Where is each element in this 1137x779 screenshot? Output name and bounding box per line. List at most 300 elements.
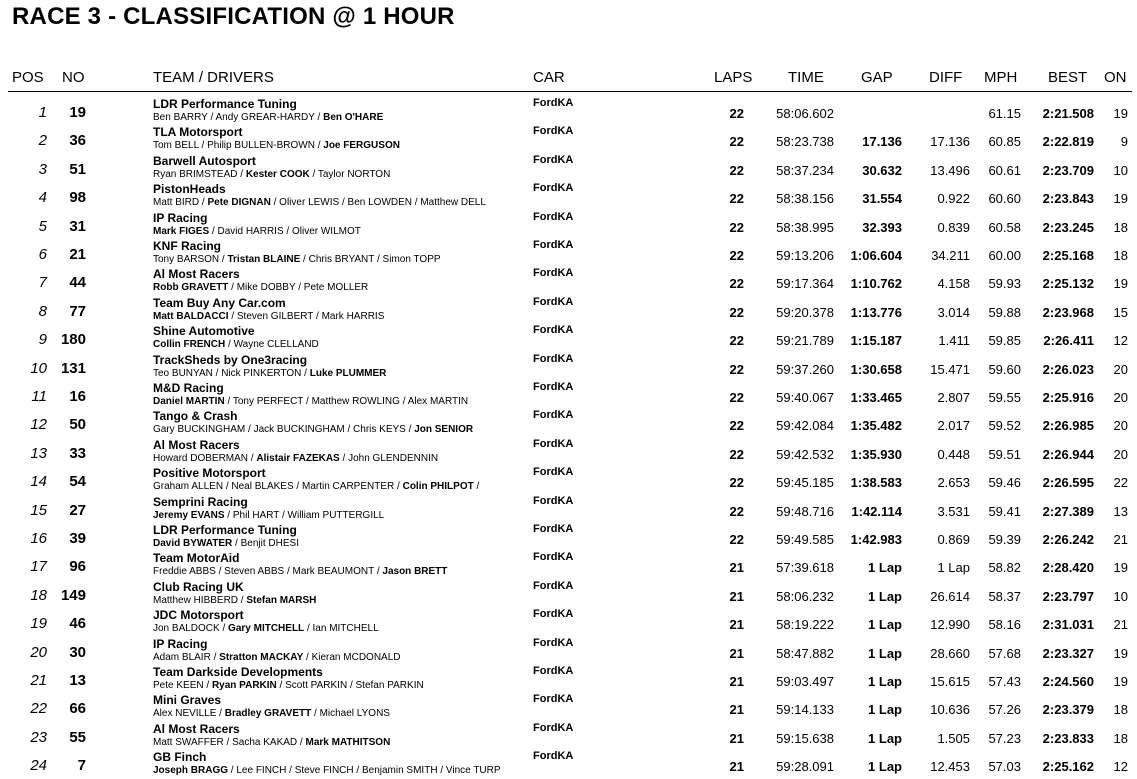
diff-cell: 1.411: [938, 333, 970, 349]
laps-cell: 22: [729, 191, 744, 207]
best-lap-cell: 2:23.245: [1042, 219, 1094, 235]
position-cell: 23: [30, 728, 47, 746]
table-row: [0, 438, 1137, 466]
time-cell: 59:45.185: [776, 475, 834, 491]
diff-cell: 34.211: [931, 248, 970, 263]
mph-cell: 59.52: [988, 418, 1021, 434]
driver-name: Wayne CLELLAND: [233, 339, 319, 351]
driver-name: Ryan BRIMSTEAD: [153, 168, 238, 180]
gap-cell: 1:42.983: [850, 532, 902, 547]
driver-name: Ben O'HARE: [323, 112, 384, 123]
table-row: [0, 750, 1137, 778]
gap-cell: 32.393: [862, 219, 902, 235]
driver-name: Phil HART: [232, 509, 280, 521]
table-row: [0, 466, 1137, 494]
mph-cell: 60.85: [988, 134, 1021, 150]
position-cell: 19: [30, 615, 47, 633]
best-on-lap-cell: 10: [1113, 588, 1128, 604]
car-number-cell: 44: [69, 274, 86, 292]
mph-cell: 58.37: [988, 588, 1021, 604]
laps-cell: 22: [729, 106, 744, 121]
best-lap-cell: 2:26.944: [1042, 446, 1094, 462]
car-model-cell: FordKA: [533, 551, 574, 564]
driver-name: Pete KEEN: [153, 680, 204, 691]
driver-name: Tony BARSON: [153, 254, 220, 265]
table-row: [0, 381, 1137, 409]
driver-name: Gary BUCKINGHAM: [153, 424, 246, 436]
driver-name: Collin FRENCH: [153, 339, 226, 351]
mph-cell: 58.82: [988, 560, 1021, 576]
position-cell: 13: [30, 444, 47, 462]
car-model-cell: FordKA: [533, 437, 574, 450]
table-row: [0, 296, 1137, 324]
mph-cell: 59.39: [988, 532, 1021, 547]
diff-cell: 15.471: [930, 361, 970, 377]
table-row: [0, 580, 1137, 608]
driver-list: Joseph BRAGG / Lee FINCH / Steve FINCH / Benjamin SMITH / Vince TURP: [153, 765, 501, 777]
driver-name: John GLENDENNIN: [348, 452, 439, 464]
team-name: GB Finch: [153, 750, 207, 765]
driver-list: Matt BALDACCI / Steven GILBERT / Mark HARRIS: [153, 310, 385, 322]
car-number-cell: 16: [69, 388, 86, 405]
laps-cell: 22: [729, 532, 744, 547]
car-number-cell: 36: [69, 132, 86, 150]
best-lap-cell: 2:25.132: [1042, 276, 1094, 292]
car-model-cell: FordKA: [533, 523, 574, 535]
header-team-drivers: TEAM / DRIVERS: [153, 69, 274, 86]
driver-list: David BYWATER / Benjit DHESI: [153, 538, 299, 549]
team-name: Mini Graves: [153, 693, 222, 708]
driver-name: Philip BULLEN-BROWN: [207, 140, 315, 152]
diff-cell: 2.017: [937, 418, 970, 434]
diff-cell: 10.636: [930, 702, 970, 718]
laps-cell: 22: [729, 162, 744, 178]
best-on-lap-cell: 12: [1113, 333, 1128, 349]
driver-list: Matt BIRD / Pete DIGNAN / Oliver LEWIS / Ben LOWDEN / Matthew DELL: [153, 197, 486, 209]
team-name: Al Most Racers: [153, 721, 240, 736]
best-on-lap-cell: 12: [1113, 759, 1128, 775]
table-row: [0, 693, 1137, 721]
driver-list: Robb GRAVETT / Mike DOBBY / Pete MOLLER: [153, 282, 369, 294]
mph-cell: 59.88: [988, 304, 1021, 320]
header-best: BEST: [1048, 69, 1088, 86]
driver-list: Alex NEVILLE / Bradley GRAVETT / Michael LYONS: [153, 708, 390, 720]
gap-cell: 1 Lap: [868, 759, 902, 775]
best-lap-cell: 2:23.709: [1042, 162, 1094, 178]
best-lap-cell: 2:31.031: [1042, 617, 1094, 633]
laps-cell: 21: [729, 702, 744, 718]
driver-name: Howard DOBERMAN: [153, 452, 249, 464]
gap-cell: 1:35.930: [850, 446, 902, 462]
driver-name: Matt SWAFFER: [153, 736, 224, 748]
diff-cell: 2.653: [937, 475, 970, 491]
car-model-cell: FordKA: [533, 153, 574, 166]
driver-name: Bradley GRAVETT: [224, 708, 312, 720]
time-cell: 59:03.497: [776, 674, 834, 689]
driver-list: Pete KEEN / Ryan PARKIN / Scott PARKIN / Stefan PARKIN: [153, 680, 424, 691]
car-model-cell: FordKA: [533, 665, 574, 677]
team-name: LDR Performance Tuning: [153, 523, 297, 537]
mph-cell: 57.43: [988, 674, 1021, 689]
driver-name: Matt BALDACCI: [153, 310, 229, 322]
driver-name: Ben LOWDEN: [347, 197, 412, 209]
position-cell: 17: [30, 558, 47, 576]
gap-cell: 1:10.762: [850, 276, 902, 292]
driver-name: Ben BARRY: [153, 112, 208, 123]
best-lap-cell: 2:23.833: [1042, 730, 1094, 746]
best-on-lap-cell: 20: [1113, 418, 1128, 434]
team-name: Team MotorAid: [153, 551, 240, 566]
best-on-lap-cell: 21: [1113, 532, 1128, 547]
table-row: [0, 211, 1137, 239]
driver-name: Sacha KAKAD: [232, 736, 298, 748]
driver-list: Jeremy EVANS / Phil HART / William PUTTERGILL: [153, 509, 385, 521]
driver-name: Ryan PARKIN: [211, 680, 277, 691]
car-number-cell: 13: [69, 672, 86, 689]
best-lap-cell: 2:23.843: [1042, 191, 1094, 207]
mph-cell: 60.60: [988, 191, 1021, 207]
diff-cell: 0.448: [937, 446, 970, 462]
driver-name: Taylor NORTON: [317, 168, 391, 180]
gap-cell: 1:06.604: [850, 248, 902, 263]
position-cell: 18: [30, 586, 47, 604]
gap-cell: 1 Lap: [868, 674, 902, 689]
driver-name: Mark FIGES: [153, 225, 210, 237]
driver-name: Steven GILBERT: [236, 310, 314, 322]
driver-name: Luke PLUMMER: [309, 367, 387, 379]
mph-cell: 57.03: [988, 759, 1021, 775]
time-cell: 58:06.232: [776, 588, 834, 604]
time-cell: 58:19.222: [776, 617, 834, 633]
position-cell: 22: [30, 700, 47, 718]
team-name: IP Racing: [153, 636, 208, 651]
mph-cell: 59.93: [988, 276, 1021, 292]
best-lap-cell: 2:22.819: [1042, 134, 1094, 150]
laps-cell: 21: [729, 730, 744, 746]
position-cell: 8: [38, 302, 47, 320]
laps-cell: 22: [729, 304, 744, 320]
driver-list: Jon BALDOCK / Gary MITCHELL / Ian MITCHELL: [153, 623, 379, 635]
car-model-cell: FordKA: [533, 636, 574, 649]
car-model-cell: FordKA: [533, 239, 574, 251]
mph-cell: 57.26: [988, 702, 1021, 718]
mph-cell: 60.58: [988, 219, 1021, 235]
car-number-cell: 50: [69, 416, 86, 434]
laps-cell: 22: [729, 503, 744, 519]
driver-list: Tony BARSON / Tristan BLAINE / Chris BRYANT / Simon TOPP: [153, 254, 441, 265]
diff-cell: 2.807: [937, 390, 970, 405]
car-number-cell: 96: [69, 558, 86, 576]
driver-list: Collin FRENCH / Wayne CLELLAND: [153, 339, 319, 351]
driver-name: Matthew DELL: [420, 197, 486, 209]
driver-name: Chris KEYS: [353, 424, 406, 436]
driver-list: Matthew HIBBERD / Stefan MARSH: [153, 594, 317, 606]
position-cell: 4: [38, 189, 47, 207]
best-on-lap-cell: 21: [1113, 617, 1128, 633]
car-number-cell: 33: [69, 444, 86, 462]
best-lap-cell: 2:25.168: [1042, 248, 1094, 263]
driver-name: Stefan PARKIN: [355, 680, 424, 691]
driver-name: Robb GRAVETT: [153, 282, 229, 294]
time-cell: 59:14.133: [776, 702, 834, 718]
driver-name: Kester COOK: [245, 168, 310, 180]
laps-cell: 22: [729, 390, 744, 405]
driver-name: Gary MITCHELL: [228, 623, 305, 635]
car-number-cell: 30: [69, 643, 86, 661]
position-cell: 11: [31, 388, 47, 405]
car-model-cell: FordKA: [533, 352, 574, 365]
driver-name: Alistair FAZEKAS: [256, 452, 340, 464]
laps-cell: 22: [729, 418, 744, 434]
table-row: [0, 182, 1137, 210]
car-model-cell: FordKA: [533, 494, 574, 507]
driver-list: Adam BLAIR / Stratton MACKAY / Kieran MCDONALD: [153, 651, 401, 663]
team-name: Semprini Racing: [153, 494, 248, 509]
best-lap-cell: 2:25.162: [1042, 759, 1094, 775]
best-lap-cell: 2:24.560: [1042, 674, 1094, 689]
car-number-cell: 131: [60, 359, 86, 377]
car-number-cell: 46: [69, 615, 86, 633]
time-cell: 59:17.364: [776, 276, 834, 292]
team-name: JDC Motorsport: [153, 608, 244, 623]
diff-cell: 0.922: [937, 191, 970, 207]
driver-name: Alex NEVILLE: [153, 708, 217, 720]
driver-name: Kieran MCDONALD: [311, 651, 401, 663]
table-row: [0, 637, 1137, 665]
best-on-lap-cell: 20: [1113, 446, 1128, 462]
driver-name: Pete DIGNAN: [207, 197, 271, 209]
time-cell: 59:13.206: [776, 248, 834, 263]
position-cell: 16: [30, 530, 47, 547]
driver-name: Neal BLAKES: [231, 481, 294, 493]
diff-cell: 15.615: [930, 674, 970, 689]
driver-name: Stratton MACKAY: [219, 651, 304, 663]
table-row: [0, 125, 1137, 153]
diff-cell: 12.990: [930, 617, 970, 633]
diff-cell: 0.839: [937, 219, 970, 235]
time-cell: 59:28.091: [776, 759, 834, 775]
time-cell: 58:38.156: [776, 191, 834, 207]
driver-list: Gary BUCKINGHAM / Jack BUCKINGHAM / Chris KEYS / Jon SENIOR: [153, 424, 474, 436]
car-model-cell: FordKA: [533, 267, 574, 280]
gap-cell: 1 Lap: [868, 617, 902, 633]
driver-name: Nick PINKERTON: [221, 367, 302, 379]
car-number-cell: 77: [69, 302, 86, 320]
driver-name: Mark MATHITSON: [305, 736, 391, 748]
laps-cell: 21: [729, 645, 744, 661]
car-model-cell: FordKA: [533, 579, 574, 592]
car-model-cell: FordKA: [533, 693, 574, 706]
car-model-cell: FordKA: [533, 409, 574, 422]
best-lap-cell: 2:26.985: [1042, 418, 1094, 434]
driver-name: William PUTTERGILL: [287, 509, 385, 521]
header-on: ON: [1104, 69, 1127, 86]
car-number-cell: 66: [69, 700, 86, 718]
driver-name: Tom BELL: [153, 140, 199, 152]
diff-cell: 12.453: [930, 759, 970, 775]
best-on-lap-cell: 19: [1113, 560, 1128, 576]
driver-name: Freddie ABBS: [153, 566, 216, 578]
diff-cell: 1 Lap: [937, 560, 970, 576]
table-row: [0, 523, 1137, 551]
driver-name: Jack BUCKINGHAM: [253, 424, 345, 436]
car-number-cell: 31: [69, 217, 86, 235]
mph-cell: 59.51: [988, 446, 1021, 462]
driver-list: Matt SWAFFER / Sacha KAKAD / Mark MATHITSON: [153, 736, 391, 748]
header-gap: GAP: [861, 69, 893, 86]
driver-name: Joseph BRAGG: [153, 765, 229, 777]
gap-cell: 1:33.465: [850, 390, 902, 405]
best-lap-cell: 2:25.916: [1042, 390, 1094, 405]
team-name: M&D Racing: [153, 381, 224, 395]
best-lap-cell: 2:26.595: [1042, 475, 1094, 491]
best-on-lap-cell: 18: [1113, 730, 1128, 746]
best-on-lap-cell: 18: [1113, 248, 1128, 263]
team-name: TrackSheds by One3racing: [153, 352, 308, 367]
driver-name: Scott PARKIN: [285, 680, 348, 691]
driver-name: Pete MOLLER: [303, 282, 369, 294]
driver-list: Freddie ABBS / Steven ABBS / Mark BEAUMONT / Jason BRETT: [153, 566, 448, 578]
table-row: [0, 608, 1137, 636]
mph-cell: 57.68: [988, 645, 1021, 661]
driver-list: Teo BUNYAN / Nick PINKERTON / Luke PLUMMER: [153, 367, 387, 379]
gap-cell: 1:38.583: [850, 475, 902, 491]
mph-cell: 60.00: [988, 248, 1021, 263]
best-lap-cell: 2:26.411: [1043, 333, 1094, 349]
laps-cell: 22: [729, 361, 744, 377]
time-cell: 58:47.882: [776, 645, 834, 661]
driver-list: Ryan BRIMSTEAD / Kester COOK / Taylor NORTON: [153, 168, 391, 180]
driver-name: Ian MITCHELL: [312, 623, 379, 635]
driver-name: Adam BLAIR: [153, 651, 211, 663]
table-row: [0, 722, 1137, 750]
team-name: Shine Automotive: [153, 324, 255, 339]
best-lap-cell: 2:21.508: [1042, 106, 1094, 121]
header-diff: DIFF: [929, 69, 963, 86]
position-cell: 9: [38, 331, 47, 349]
position-cell: 2: [38, 132, 47, 150]
gap-cell: 1 Lap: [868, 645, 902, 661]
driver-list: Mark FIGES / David HARRIS / Oliver WILMOT: [153, 225, 361, 237]
team-name: KNF Racing: [153, 239, 222, 253]
table-row: [0, 97, 1137, 125]
position-cell: 14: [30, 473, 47, 491]
gap-cell: 1 Lap: [868, 588, 902, 604]
header-mph: MPH: [984, 69, 1018, 86]
car-number-cell: 180: [60, 331, 86, 349]
mph-cell: 60.61: [988, 162, 1021, 178]
driver-list: Daniel MARTIN / Tony PERFECT / Matthew ROWLING / Alex MARTIN: [153, 396, 469, 407]
driver-name: Mark BEAUMONT: [292, 566, 375, 578]
driver-name: Simon TOPP: [382, 254, 441, 265]
car-number-cell: 51: [69, 160, 86, 178]
car-number-cell: 19: [69, 104, 86, 121]
gap-cell: 1 Lap: [868, 560, 902, 576]
driver-list-trailing: /: [473, 481, 480, 493]
best-on-lap-cell: 20: [1113, 361, 1128, 377]
driver-name: Matthew ROWLING: [311, 396, 400, 407]
best-on-lap-cell: 19: [1113, 645, 1128, 661]
position-cell: 20: [30, 643, 47, 661]
team-name: Positive Motorsport: [153, 466, 266, 481]
driver-name: Benjit DHESI: [240, 538, 299, 549]
diff-cell: 0.869: [937, 532, 970, 547]
best-on-lap-cell: 19: [1113, 674, 1128, 689]
laps-cell: 21: [729, 674, 744, 689]
header-no: NO: [62, 69, 85, 86]
time-cell: 59:20.378: [776, 304, 834, 320]
driver-name: Vince TURP: [445, 765, 501, 777]
table-row: [0, 495, 1137, 523]
team-name: TLA Motorsport: [153, 125, 243, 140]
time-cell: 59:15.638: [776, 730, 834, 746]
team-name: Club Racing UK: [153, 579, 244, 594]
laps-cell: 22: [729, 475, 744, 491]
table-row: [0, 267, 1137, 295]
page-title: RACE 3 - CLASSIFICATION @ 1 HOUR: [12, 3, 455, 30]
mph-cell: 59.85: [988, 333, 1021, 349]
mph-cell: 59.60: [988, 361, 1021, 377]
team-name: LDR Performance Tuning: [153, 97, 297, 111]
gap-cell: 1 Lap: [868, 730, 902, 746]
best-on-lap-cell: 18: [1113, 702, 1128, 718]
diff-cell: 4.158: [937, 276, 970, 292]
laps-cell: 22: [729, 276, 744, 292]
table-row: [0, 154, 1137, 182]
driver-name: Andy GREAR-HARDY: [215, 112, 315, 123]
position-cell: 1: [38, 104, 47, 121]
best-on-lap-cell: 19: [1113, 276, 1128, 292]
time-cell: 59:49.585: [776, 532, 834, 547]
diff-cell: 28.660: [930, 645, 970, 661]
diff-cell: 3.531: [937, 503, 970, 519]
table-row: [0, 551, 1137, 579]
car-model-cell: FordKA: [533, 466, 574, 479]
laps-cell: 22: [729, 333, 744, 349]
time-cell: 59:42.532: [776, 446, 834, 462]
driver-name: Stefan MARSH: [246, 594, 317, 606]
mph-cell: 59.55: [988, 390, 1021, 405]
best-lap-cell: 2:23.379: [1042, 702, 1094, 718]
car-number-cell: 7: [77, 757, 86, 775]
best-lap-cell: 2:28.420: [1042, 560, 1094, 576]
driver-name: Jason BRETT: [382, 566, 448, 578]
best-on-lap-cell: 10: [1113, 162, 1128, 178]
gap-cell: 1:30.658: [850, 361, 902, 377]
team-name: Team Darkside Developments: [153, 665, 323, 679]
driver-name: Oliver WILMOT: [291, 225, 361, 237]
driver-name: Graham ALLEN: [153, 481, 224, 493]
time-cell: 57:39.618: [776, 560, 834, 576]
time-cell: 59:40.067: [776, 390, 834, 405]
driver-list: Graham ALLEN / Neal BLAKES / Martin CARPENTER / Colin PHILPOT /: [153, 481, 480, 493]
gap-cell: 1:35.482: [850, 418, 902, 434]
driver-name: Teo BUNYAN: [153, 367, 213, 379]
best-on-lap-cell: 15: [1113, 304, 1128, 320]
gap-cell: 1:42.114: [851, 503, 902, 519]
header-pos: POS: [12, 69, 44, 86]
time-cell: 58:23.738: [776, 134, 834, 150]
driver-name: Tony PERFECT: [232, 396, 304, 407]
time-cell: 58:38.995: [776, 219, 834, 235]
mph-cell: 61.15: [988, 106, 1021, 121]
car-model-cell: FordKA: [533, 97, 574, 109]
best-on-lap-cell: 19: [1113, 106, 1128, 121]
car-number-cell: 55: [69, 728, 86, 746]
mph-cell: 58.16: [988, 617, 1021, 633]
driver-name: Benjamin SMITH: [361, 765, 438, 777]
best-on-lap-cell: 13: [1113, 503, 1128, 519]
